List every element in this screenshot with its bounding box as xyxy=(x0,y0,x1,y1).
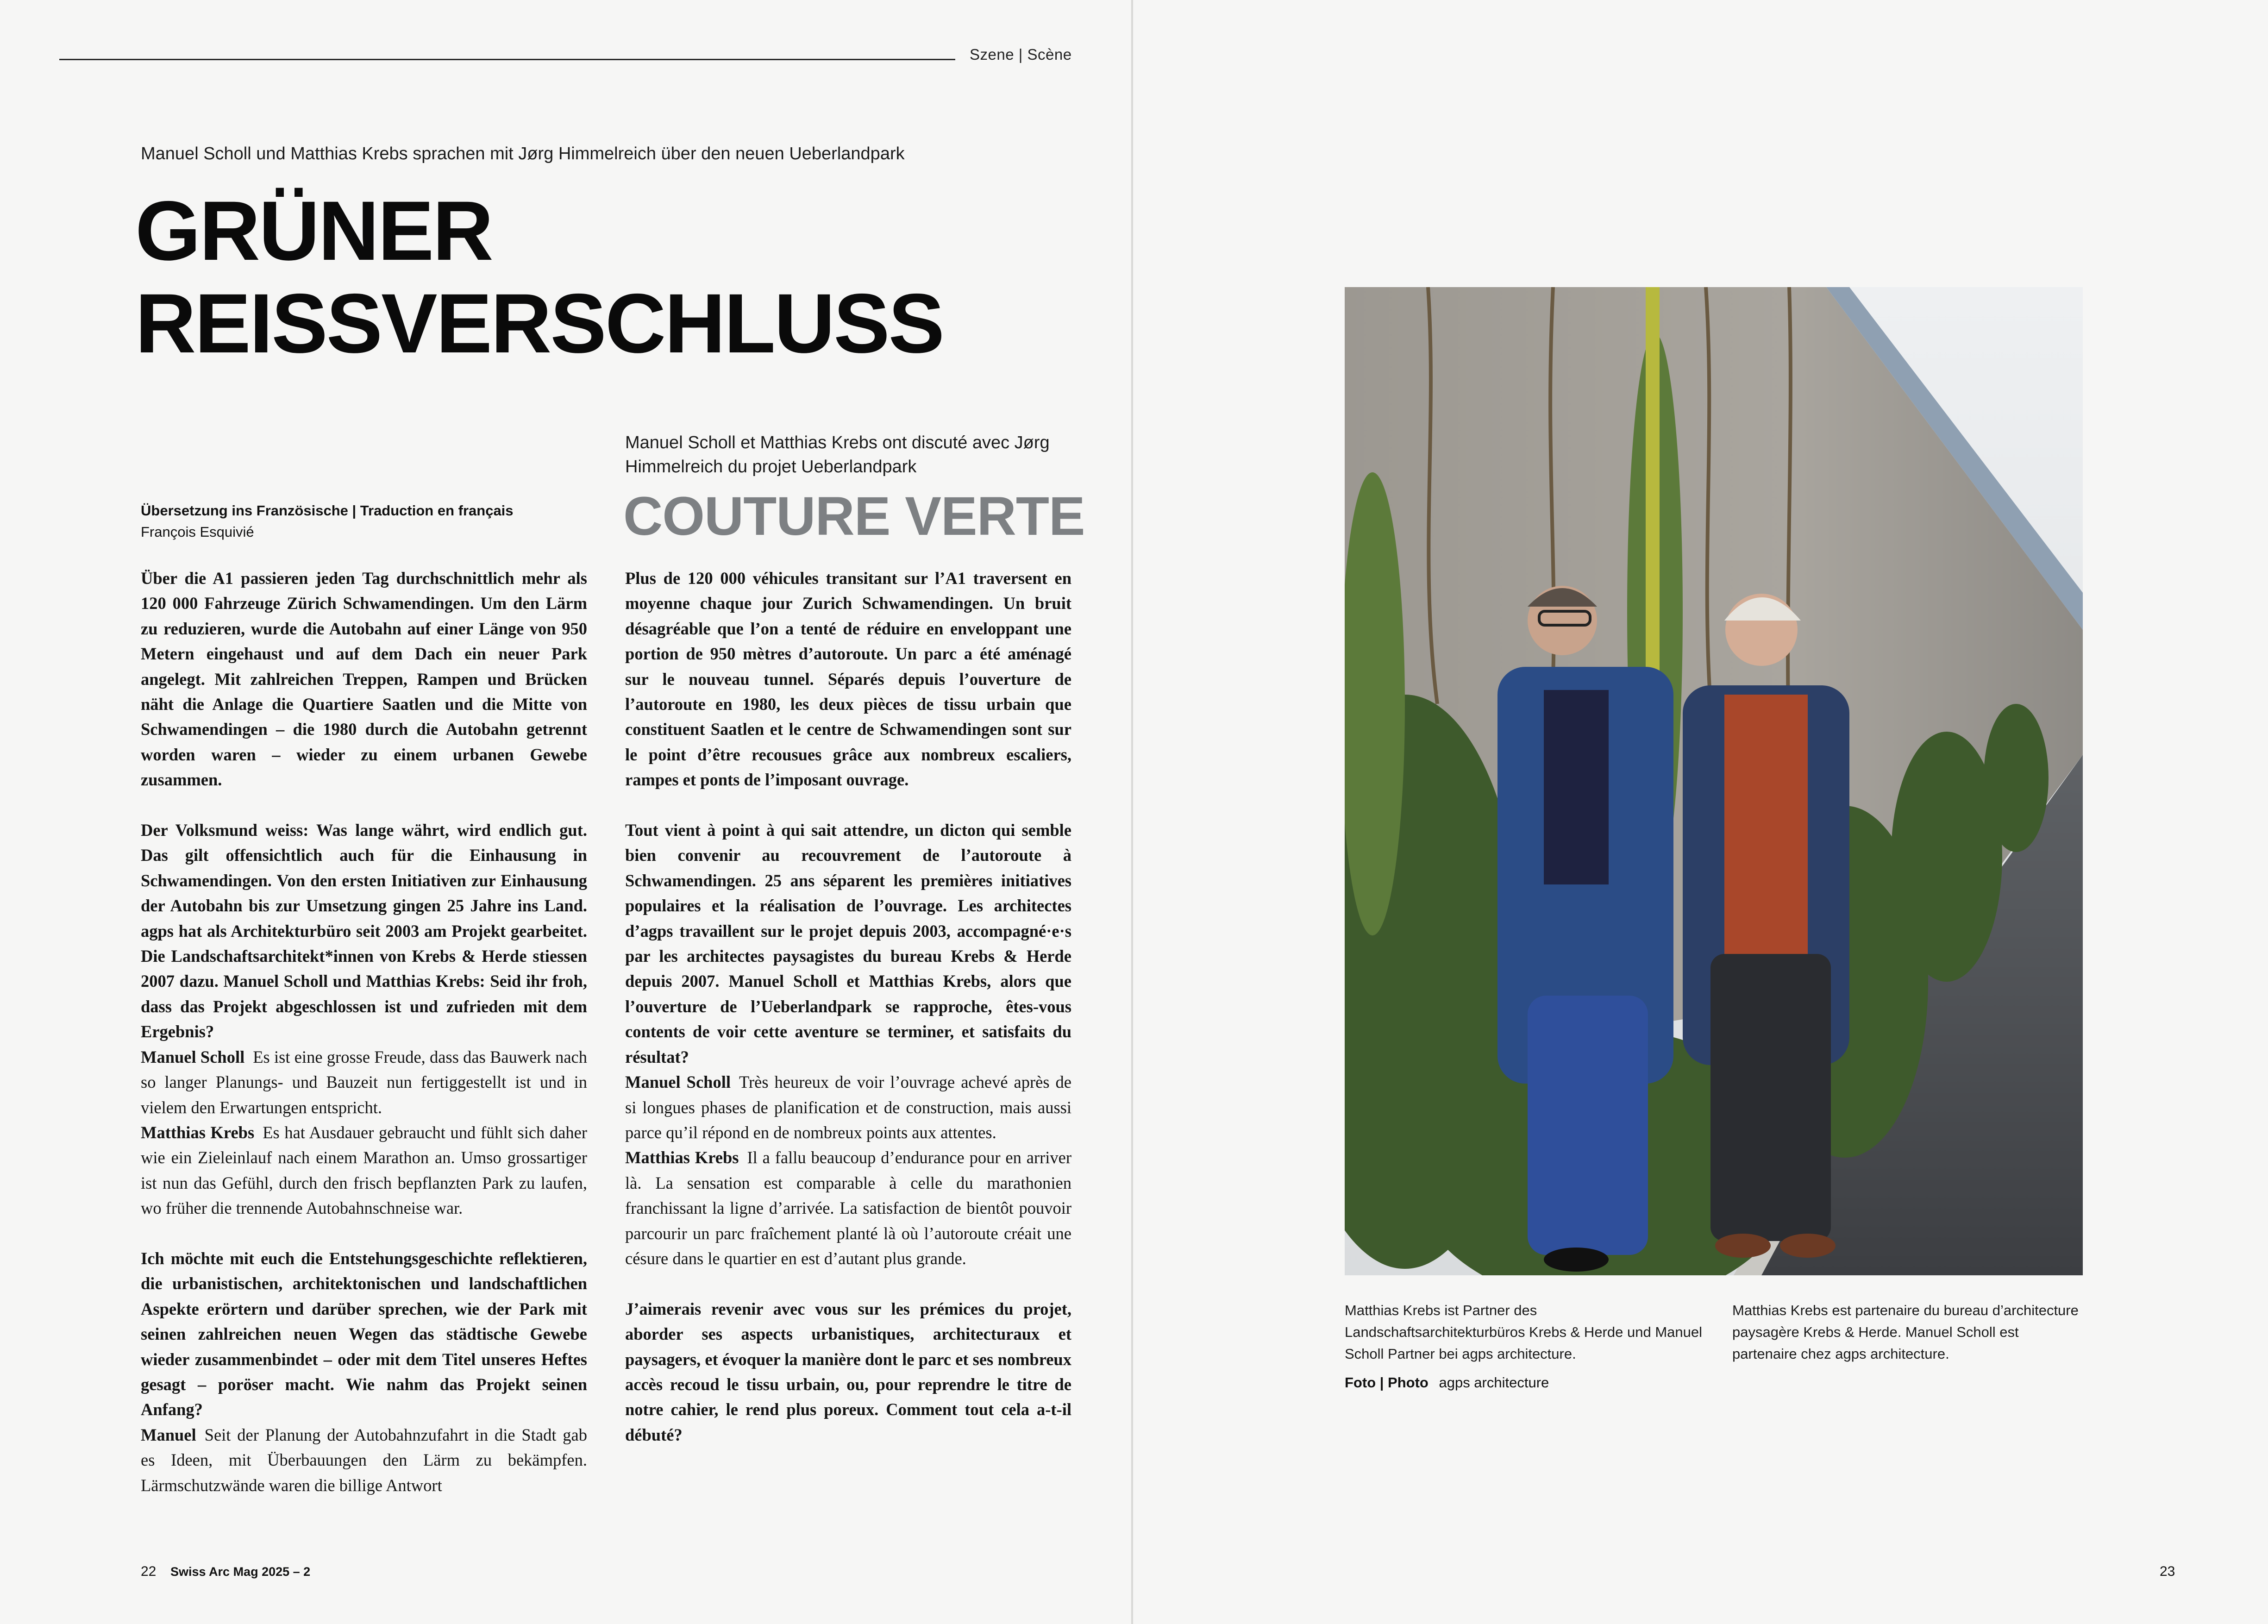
answer-text: Très heureux de voir l’ouvrage achevé après de si longues phases de planification et de construction, mais aussi parce qu’il répond en de nombreux points aux attentes. xyxy=(625,1072,1071,1142)
translation-credit xyxy=(141,500,604,543)
german-answer-2 xyxy=(141,1120,587,1221)
photo-credit-value: agps architecture xyxy=(1439,1374,1549,1391)
speaker-name: Manuel Scholl xyxy=(625,1072,731,1092)
answer-text: Seit der Planung der Autobahnzufahrt in die Stadt gab es Ideen, mit Überbauungen den Lärm zu bekämpfen. Lärmschutzwände waren die billige Antwort xyxy=(141,1425,587,1495)
translator-name: François Esquivié xyxy=(141,524,254,540)
french-subhead: Manuel Scholl et Matthias Krebs ont discuté avec Jørg Himmelreich du projet Ueberlandpark xyxy=(625,433,1050,477)
german-answer-3 xyxy=(141,1423,587,1498)
french-question-2: J’aimerais revenir avec vous sur les prémices du projet, aborder ses aspects urbanistiques, architecturaux et paysagers, et évoquer la manière dont le parc et ses nombreux accès recoud le tissu urbain, ou, pour reprendre le titre de notre cahier, le rend plus poreux. Comment tout cela a-t-il débuté? xyxy=(625,1299,1071,1444)
section-label: Szene | Scène xyxy=(970,46,1072,63)
german-title: GRÜNER REISSVERSCHLUSS xyxy=(135,183,944,370)
photo-illustration xyxy=(1345,287,2083,1275)
german-question-2: Ich möchte mit euch die Entstehungsgeschichte reflektieren, die urbanistischen, architektonischen und landschaftlichen Aspekte erörtern und darüber sprechen, wie der Park mit seinen zahlreichen neuen Wegen das städtische Gewebe wieder zusammenbindet – oder mit dem Titel unseres Heftes gesagt – poröser macht. Wie nahm das Projekt seinen Anfang? xyxy=(141,1248,587,1419)
speaker-name: Matthias Krebs xyxy=(141,1122,255,1142)
german-intro: Über die A1 passieren jeden Tag durchschnittlich mehr als 120 000 Fahrzeuge Zürich Schwamendingen. Um den Lärm zu reduzieren, wurde die Autobahn auf einer Länge von 950 Metern eingehaust und auf dem Dach ein neuer Park angelegt. Mit zahlreichen Treppen, Rampen und Brücken näht die Anlage die Quartiere Saatlen und die Mitte von Schwamendingen – die 1980 durch die Autobahn getrennt worden waren – wieder zu einem urbanen Gewebe zusammen. xyxy=(141,569,587,790)
german-subhead: Manuel Scholl und Matthias Krebs sprachen mit Jørg Himmelreich über den neuen Ueberlandpark xyxy=(141,144,905,163)
portrait-photo xyxy=(1345,287,2083,1275)
answer-text: Es ist eine grosse Freude, dass das Bauwerk nach so langer Planungs- und Bauzeit nun fertiggestellt ist und in vielem den Erwartungen entspricht. xyxy=(141,1047,587,1117)
translation-label: Übersetzung ins Französische | Traduction en français xyxy=(141,502,514,519)
header-rule xyxy=(59,59,955,60)
french-answer-2 xyxy=(625,1145,1071,1271)
photo-credit xyxy=(1345,1373,1549,1392)
german-column xyxy=(141,566,587,1498)
french-answer-1 xyxy=(625,1070,1071,1145)
magazine-name: Swiss Arc Mag 2025 – 2 xyxy=(170,1565,311,1579)
answer-text: Es hat Ausdauer gebraucht und fühlt sich daher wie ein Zieleinlauf nach einem Marathon an. Umso grossartiger ist nun das Gefühl, durch den frisch bepflanzten Park zu laufen, wo früher die trennende Autobahnschneise war. xyxy=(141,1122,587,1218)
german-question-1: Der Volksmund weiss: Was lange währt, wird endlich gut. Das gilt offensichtlich auch für die Einhausung in Schwamendingen. Von den ersten Initiativen zur Einhausung der Autobahn bis zur Umsetzung gingen 25 Jahre ins Land. agps hat als Architekturbüro seit 2003 am Projekt gearbeitet. Die Landschaftsarchitekt*innen von Krebs & Herde stiessen 2007 dazu. Manuel Scholl und Matthias Krebs: Seid ihr froh, dass das Projekt abgeschlossen ist und zufrieden mit dem Ergebnis? xyxy=(141,821,587,1041)
page-number-right: 23 xyxy=(2160,1564,2175,1579)
photo-caption-french: Matthias Krebs est partenaire du bureau d’architecture paysagère Krebs & Herde. Manuel Scholl est partenaire chez agps architecture. xyxy=(1732,1302,2079,1362)
answer-text: Il a fallu beaucoup d’endurance pour en arriver là. La sensation est comparable à celle du marathonien franchissant la ligne d’arrivée. La satisfaction de bientôt pouvoir parcourir un parc fraîchement planté là où l’autoroute créait une césure dans le quartier en est d’autant plus grande. xyxy=(625,1148,1071,1268)
french-column xyxy=(625,566,1071,1448)
page-number-left: 22 xyxy=(141,1564,157,1579)
french-intro: Plus de 120 000 véhicules transitant sur l’A1 traversent en moyenne chaque jour Zurich Schwamendingen. Un bruit désagréable que l’on a tenté de réduire en enveloppant une portion de 950 mètres d’autoroute. Un parc a été aménagé sur le nouveau tunnel. Séparés depuis l’ouverture de l’autoroute en 1980, les deux pièces de tissu urbain que constituent Saatlen et le centre de Schwamendingen sont sur le point d’être recousues grâce aux nombreux escaliers, rampes et ponts de l’imposant ouvrage. xyxy=(625,569,1071,790)
speaker-name: Matthias Krebs xyxy=(625,1148,739,1167)
french-question-1: Tout vient à point à qui sait attendre, un dicton qui semble bien convenir au recouvrement de l’autoroute à Schwamendingen. 25 ans séparent les premières initiatives populaires et la réalisation de l’ouvrage. Les architectes d’agps travaillent sur le projet depuis 2003, accompagné·e·s par les architectes paysagistes du bureau Krebs & Herde depuis 2007. Manuel Scholl et Matthias Krebs, alors que l’ouverture de l’Ueberlandpark se rapproche, êtes-vous contents de voir cette aventure se terminer, et satisfaits du résultat? xyxy=(625,821,1071,1066)
french-title: COUTURE VERTE xyxy=(623,486,1085,547)
photo-credit-label: Foto | Photo xyxy=(1345,1374,1428,1391)
speaker-name: Manuel Scholl xyxy=(141,1047,245,1066)
german-answer-1 xyxy=(141,1045,587,1120)
speaker-name: Manuel xyxy=(141,1425,196,1444)
photo-caption-german: Matthias Krebs ist Partner des Landschaftsarchitekturbüros Krebs & Herde und Manuel Scholl Partner bei agps architecture. xyxy=(1345,1302,1702,1362)
